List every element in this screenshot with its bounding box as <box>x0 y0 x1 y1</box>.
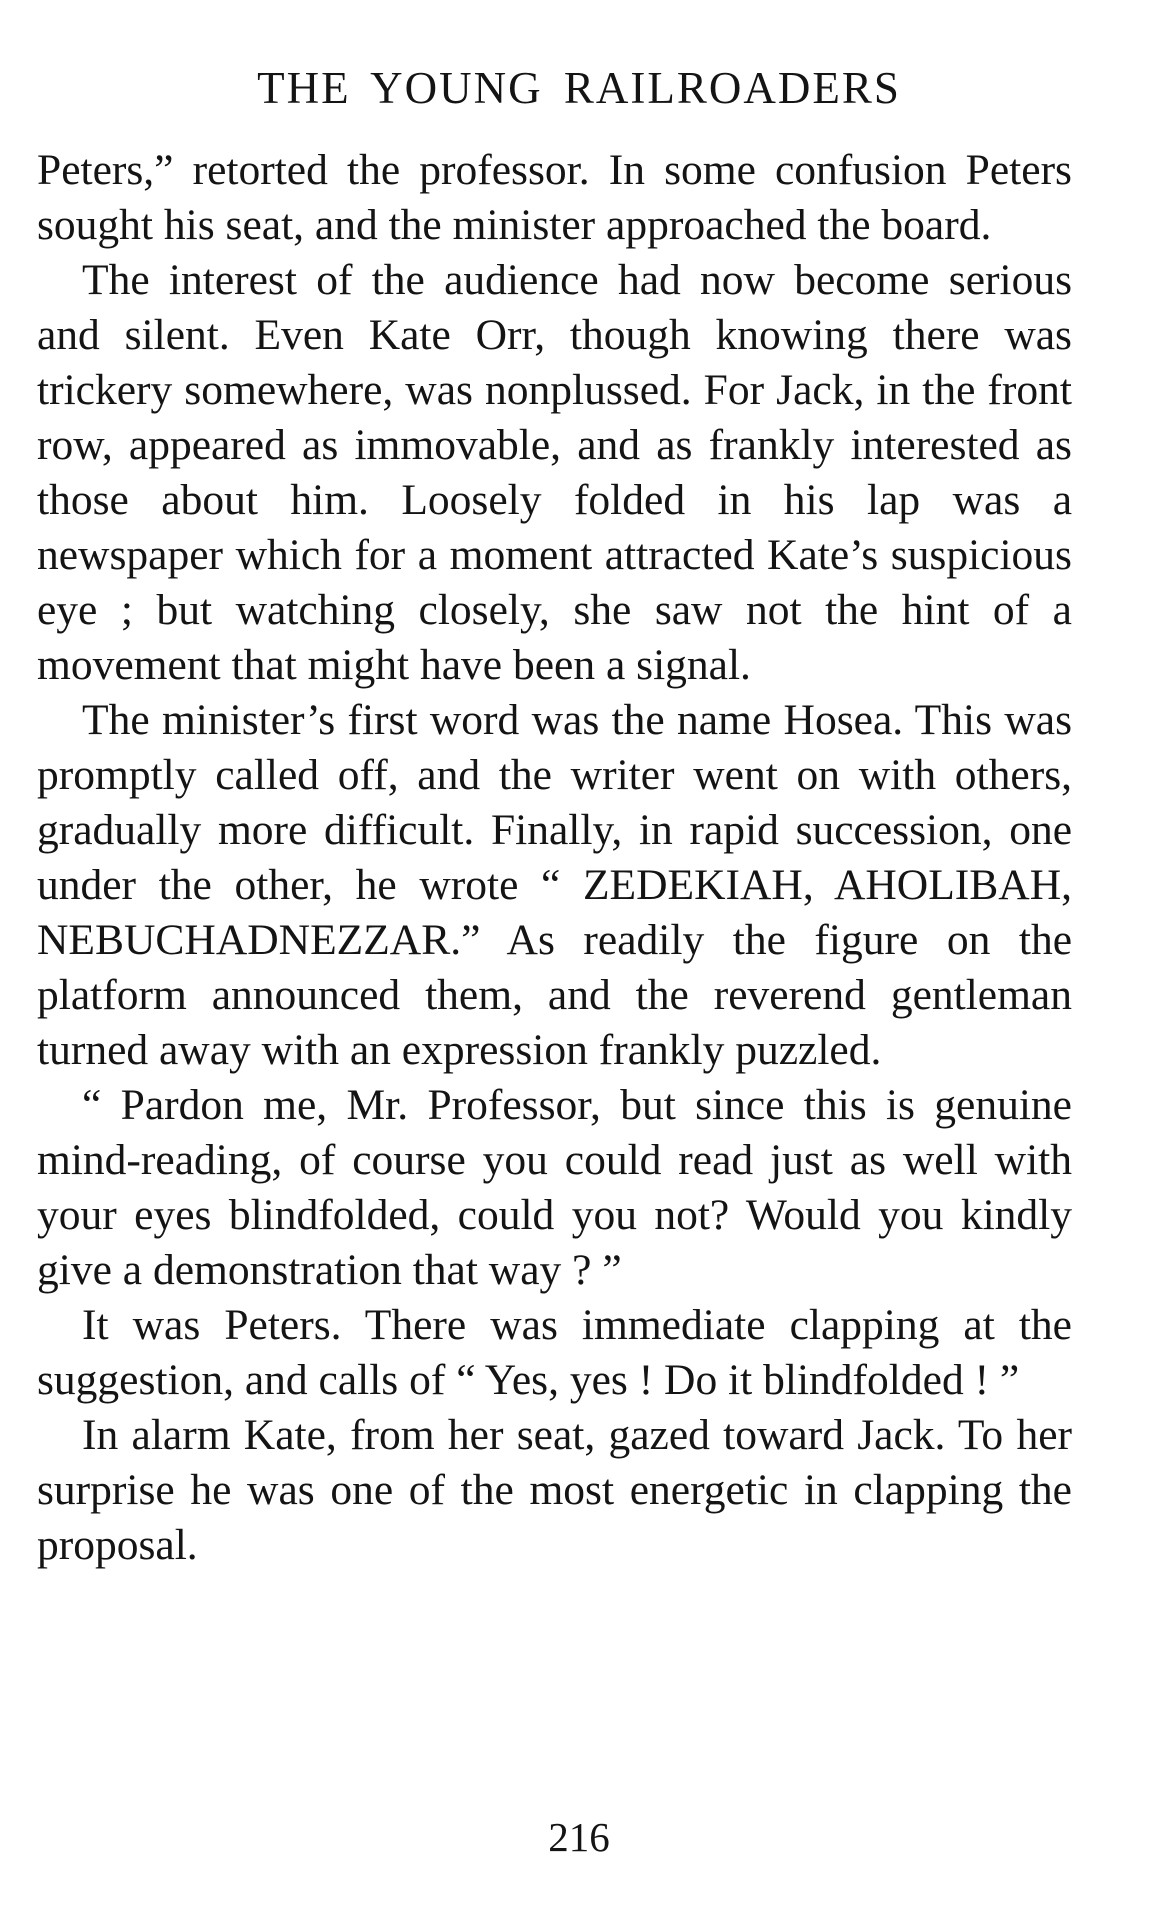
body-text <box>37 143 1072 1573</box>
paragraph: In alarm Kate, from her seat, gazed toward Jack. To her surprise he was one of the most energetic in clapping the proposal. <box>37 1411 1072 1569</box>
paragraph: The minister’s first word was the name Hosea. This was promptly called off, and the writer went on with others, gradually more difficult. Finally, in rapid succession, one under the other, he wrote “ ZEDEKIAH, AHOLIBAH, NEBUCHADNEZZAR.” As readily the figure on the platform announced them, and the reverend gentleman turned away with an expression frankly puzzled. <box>37 696 1072 1074</box>
paragraph: The interest of the audience had now become serious and silent. Even Kate Orr, though knowing there was trickery somewhere, was nonplussed. For Jack, in the front row, appeared as immovable, and as frankly interested as those about him. Loosely folded in his lap was a newspaper which for a moment attracted Kate’s suspicious eye ; but watching closely, she saw not the hint of a movement that might have been a signal. <box>37 256 1072 689</box>
page-number: 216 <box>548 1814 610 1860</box>
paragraph: It was Peters. There was immediate clapping at the suggestion, and calls of “ Yes, yes ! Do it blindfolded ! ” <box>37 1301 1072 1404</box>
paragraph-continued: Peters,” retorted the professor. In some confusion Peters sought his seat, and the minister approached the board. <box>37 146 1072 249</box>
paragraph: “ Pardon me, Mr. Professor, but since this is genuine mind-reading, of course you could read just as well with your eyes blindfolded, could you not? Would you kindly give a demonstration that way ? ” <box>37 1081 1072 1294</box>
running-head: THE YOUNG RAILROADERS <box>257 63 901 113</box>
